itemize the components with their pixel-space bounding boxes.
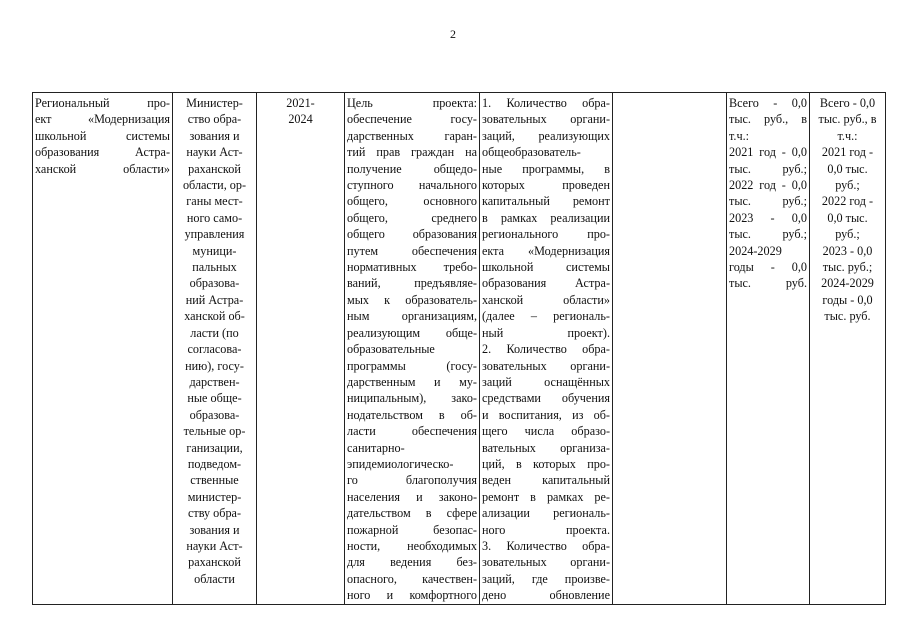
text-line: т.ч.: bbox=[837, 128, 858, 143]
text-line: капитальный ремонт bbox=[482, 194, 610, 209]
text-line: школьной системы bbox=[35, 128, 170, 143]
text-line: годы - 0,0 bbox=[729, 260, 807, 275]
text-line: ваний, предъявляе- bbox=[347, 276, 477, 291]
text-line: образовательные bbox=[347, 342, 435, 357]
goal-cell bbox=[345, 93, 480, 605]
text-line: заций, где произве- bbox=[482, 571, 610, 586]
text-line: тыс. руб. bbox=[824, 309, 871, 324]
text-line: общего образования bbox=[347, 227, 477, 242]
text-line: нию), госу- bbox=[185, 358, 244, 373]
text-line: ству обра- bbox=[187, 506, 242, 521]
text-line: общего, среднего bbox=[347, 210, 477, 225]
text-line: науки Аст- bbox=[186, 538, 243, 553]
text-line: общеобразователь- bbox=[482, 145, 581, 160]
project-name-cell bbox=[33, 93, 173, 605]
text-line: годы - 0,0 bbox=[822, 292, 873, 307]
executor-cell bbox=[173, 93, 257, 605]
text-line: зовательных органи- bbox=[482, 358, 610, 373]
indicators-text bbox=[482, 95, 610, 604]
text-line: 2024 bbox=[288, 112, 313, 127]
text-line: дено обновление bbox=[482, 588, 610, 603]
text-line: обеспечение госу- bbox=[347, 112, 477, 127]
text-line: ний Астра- bbox=[185, 292, 244, 307]
text-line: ного проекта. bbox=[482, 522, 610, 537]
text-line: 0,0 тыс. bbox=[827, 210, 868, 225]
text-line: ганизации, bbox=[186, 440, 243, 455]
text-line: пальных bbox=[192, 260, 237, 275]
text-line: Всего - 0,0 bbox=[729, 96, 807, 110]
text-line: раханской bbox=[188, 555, 241, 570]
text-line: пожарной безопас- bbox=[347, 522, 477, 537]
text-line: тыс. руб., в bbox=[818, 112, 877, 127]
finance-right-text bbox=[812, 95, 883, 325]
text-line: дарственных гаран- bbox=[347, 128, 477, 143]
text-line: го благополучия bbox=[347, 473, 477, 488]
page-number: 2 bbox=[450, 27, 456, 41]
finance-right-cell bbox=[810, 93, 886, 605]
text-line: образова- bbox=[189, 276, 240, 291]
text-line: зования и bbox=[189, 522, 240, 537]
text-line: Всего - 0,0 bbox=[819, 96, 876, 110]
period-text bbox=[259, 95, 342, 128]
goal-text bbox=[347, 95, 477, 604]
text-line: руб.; bbox=[835, 227, 860, 242]
text-line: для ведения без- bbox=[347, 555, 477, 570]
text-line: санитарно- bbox=[347, 440, 405, 455]
text-line: эпидемиологическо- bbox=[347, 456, 454, 471]
text-line: 2. Количество обра- bbox=[482, 342, 610, 357]
text-line: ного и комфортного bbox=[347, 588, 477, 603]
finance-left-text bbox=[729, 95, 807, 292]
text-line: щего числа образо- bbox=[482, 424, 610, 439]
text-line: руб.; bbox=[835, 178, 860, 193]
text-line: науки Аст- bbox=[186, 145, 243, 160]
text-line: населения и законо- bbox=[347, 489, 477, 504]
text-line: Цель проекта: bbox=[347, 96, 477, 110]
text-line: ласти обеспечения bbox=[347, 424, 477, 439]
text-line: в рамках реализации bbox=[482, 210, 610, 225]
text-line: 2021 год - bbox=[821, 145, 874, 160]
text-line: дарствен- bbox=[189, 374, 240, 389]
text-line: дательством в сфере bbox=[347, 506, 477, 521]
text-line: средствами обучения bbox=[482, 391, 610, 406]
text-line: 2023 - 0,0 bbox=[822, 243, 873, 258]
text-line: программы (госу- bbox=[347, 358, 477, 373]
text-line: вательных организа- bbox=[482, 440, 610, 455]
finance-left-cell bbox=[727, 93, 810, 605]
text-line: ханской области» bbox=[35, 161, 170, 176]
text-line: ности, необходимых bbox=[347, 538, 477, 553]
period-cell bbox=[257, 93, 345, 605]
text-line: согласова- bbox=[187, 342, 242, 357]
text-line: Министер- bbox=[186, 96, 243, 110]
text-line: ным организациям, bbox=[347, 309, 477, 324]
text-line: заций, реализующих bbox=[482, 128, 610, 143]
text-line: тельные ор- bbox=[183, 424, 246, 439]
text-line: получение общедо- bbox=[347, 161, 477, 176]
text-line: общего, основного bbox=[347, 194, 477, 209]
project-name-text bbox=[35, 95, 170, 177]
text-line: ласти (по bbox=[190, 325, 239, 340]
text-line: тыс. руб.; bbox=[822, 260, 873, 275]
text-line: тыс. руб. bbox=[729, 276, 807, 291]
text-line: ство обра- bbox=[187, 112, 242, 127]
text-line: области bbox=[194, 571, 235, 586]
text-line: ханской об- bbox=[184, 309, 245, 324]
text-line: ремонт в рамках ре- bbox=[482, 489, 610, 504]
text-line: 2022 год - bbox=[821, 194, 874, 209]
text-line: зования и bbox=[189, 128, 240, 143]
table-row bbox=[33, 93, 886, 605]
text-line: образования Астра- bbox=[35, 145, 170, 160]
text-line: екта «Модернизация bbox=[482, 243, 610, 258]
text-line: ного само- bbox=[186, 210, 243, 225]
text-line: области, ор- bbox=[182, 178, 247, 193]
text-line: раханской bbox=[188, 161, 241, 176]
text-line: мых к образователь- bbox=[347, 292, 477, 307]
text-line: образова- bbox=[189, 407, 240, 422]
text-line: муници- bbox=[192, 243, 237, 258]
text-line: 3. Количество обра- bbox=[482, 538, 610, 553]
text-line: 2022 год - 0,0 bbox=[729, 178, 807, 193]
text-line: ганы мест- bbox=[186, 194, 243, 209]
text-line: заций оснащённых bbox=[482, 374, 610, 389]
text-line: зовательных органи- bbox=[482, 112, 610, 127]
text-line: путем обеспечения bbox=[347, 243, 477, 258]
text-line: 1. Количество обра- bbox=[482, 96, 610, 110]
text-line: 2021- bbox=[286, 96, 315, 110]
text-line: тыс. руб.; bbox=[729, 194, 807, 209]
text-line: зовательных органи- bbox=[482, 555, 610, 570]
text-line: которых проведен bbox=[482, 178, 610, 193]
text-line: т.ч.: bbox=[729, 128, 750, 143]
text-line: ные обще- bbox=[187, 391, 242, 406]
text-line: регионального про- bbox=[482, 227, 610, 242]
text-line: ступного начального bbox=[347, 178, 477, 193]
text-line: ализации региональ- bbox=[482, 506, 610, 521]
text-line: ный проект). bbox=[482, 325, 610, 340]
text-line: 2021 год - 0,0 bbox=[729, 145, 807, 160]
text-line: веден капитальный bbox=[482, 473, 610, 488]
text-line: дарственным и му- bbox=[347, 374, 477, 389]
executor-text bbox=[175, 95, 254, 587]
text-line: реализующим обще- bbox=[347, 325, 477, 340]
text-line: тыс. руб.; bbox=[729, 227, 807, 242]
text-line: ственные bbox=[190, 473, 239, 488]
text-line: тий прав граждан на bbox=[347, 145, 477, 160]
text-line: министер- bbox=[187, 489, 242, 504]
text-line: 0,0 тыс. bbox=[827, 161, 868, 176]
text-line: опасного, качествен- bbox=[347, 571, 477, 586]
text-line: нормативных требо- bbox=[347, 260, 477, 275]
text-line: подведом- bbox=[187, 456, 242, 471]
text-line: управления bbox=[184, 227, 245, 242]
text-line: нодательством в об- bbox=[347, 407, 477, 422]
indicators-cell bbox=[480, 93, 613, 605]
text-line: ций, в которых про- bbox=[482, 456, 610, 471]
empty-cell bbox=[613, 93, 727, 605]
text-line: 2024-2029 bbox=[729, 243, 782, 258]
text-line: Региональный про- bbox=[35, 96, 170, 110]
text-line: образования Астра- bbox=[482, 276, 610, 291]
program-table bbox=[32, 92, 886, 605]
text-line: тыс. руб., в bbox=[729, 112, 807, 127]
text-line: ханской области» bbox=[482, 292, 610, 307]
text-line: ект «Модернизация bbox=[35, 112, 170, 127]
text-line: и воспитания, из об- bbox=[482, 407, 610, 422]
text-line: 2024-2029 bbox=[821, 276, 874, 291]
text-line: школьной системы bbox=[482, 260, 610, 275]
text-line: 2023 - 0,0 bbox=[729, 210, 807, 225]
text-line: ниципальным), зако- bbox=[347, 391, 477, 406]
text-line: тыс. руб.; bbox=[729, 161, 807, 176]
text-line: ные программы, в bbox=[482, 161, 610, 176]
text-line: (далее – региональ- bbox=[482, 309, 610, 324]
